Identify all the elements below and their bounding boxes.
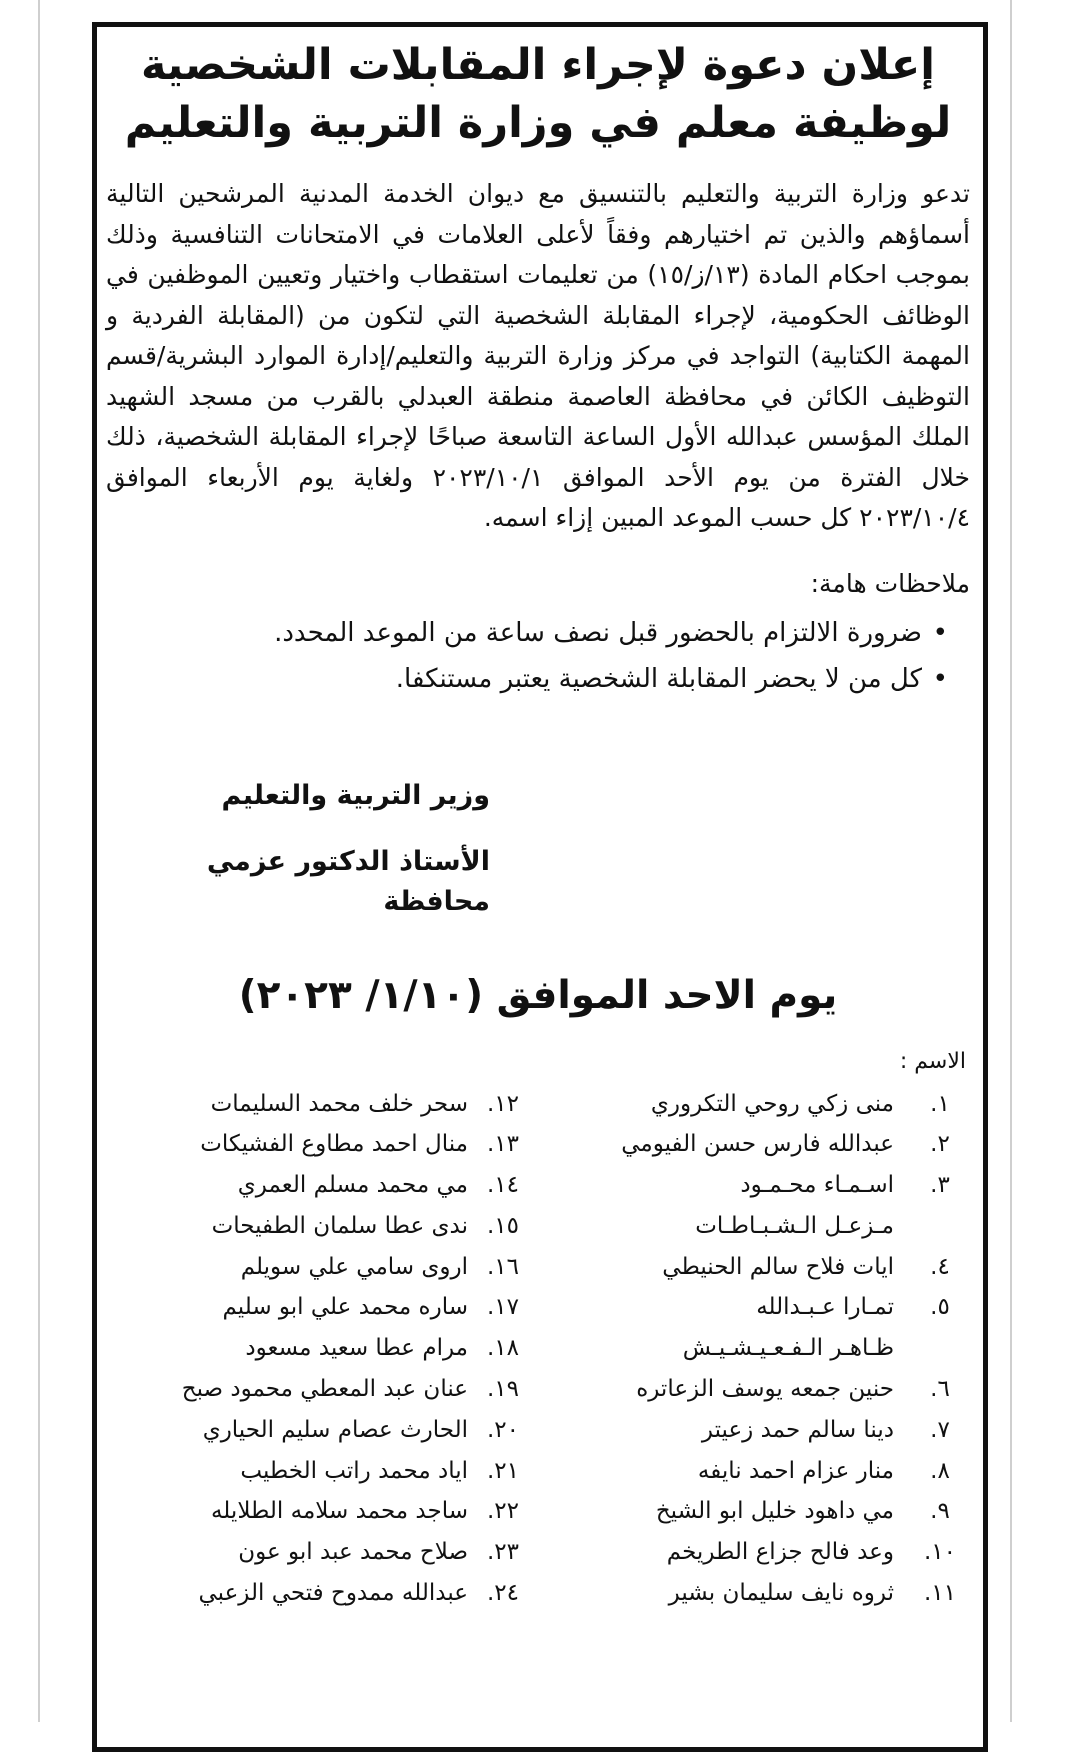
name-row	[106, 1206, 538, 1247]
notes-list	[106, 610, 970, 702]
candidate-name: مرام عطا سعيد مسعود	[245, 1335, 468, 1362]
names-column-left	[106, 1084, 538, 1614]
name-number: ٢١.	[486, 1457, 520, 1484]
name-row	[538, 1532, 970, 1573]
names-list-left	[106, 1084, 538, 1614]
candidate-name: مـزعـل الـشـبـاطـات	[695, 1212, 894, 1239]
name-row	[538, 1410, 970, 1451]
name-number: ١٠.	[923, 1539, 957, 1566]
announcement-content	[106, 36, 970, 1614]
date-heading: يوم الاحد الموافق (١/١٠/ ٢٠٢٣)	[238, 972, 838, 1018]
note-item	[106, 656, 948, 702]
names-label: الاسم :	[899, 1048, 966, 1074]
name-row	[538, 1369, 970, 1410]
bullet-icon: •	[932, 663, 948, 694]
name-row	[538, 1491, 970, 1532]
names-list-right	[538, 1084, 970, 1614]
name-number	[910, 1206, 970, 1247]
page-edge-right	[1010, 0, 1012, 1722]
candidate-name: مي داهود خليل ابو الشيخ	[655, 1498, 894, 1525]
candidate-name: ظـاهـر الـفـعـيـشـيـش	[682, 1335, 894, 1362]
name-row	[106, 1573, 538, 1614]
name-number	[910, 1328, 970, 1369]
name-row	[106, 1124, 538, 1165]
candidate-name: ثروه نايف سليمان بشير	[668, 1580, 894, 1607]
name-row	[538, 1287, 970, 1328]
candidate-name: حنين جمعه يوسف الزعاتره	[636, 1376, 894, 1403]
name-number: ١٦.	[486, 1253, 520, 1280]
name-row	[106, 1410, 538, 1451]
name-row	[538, 1206, 970, 1247]
name-row	[106, 1328, 538, 1369]
name-number: ١٨.	[486, 1335, 520, 1362]
name-number: ٥.	[930, 1294, 950, 1321]
name-number: ١٤.	[486, 1172, 520, 1199]
name-row	[106, 1084, 538, 1125]
candidate-name: منال احمد مطاوع الفشيكات	[200, 1131, 468, 1158]
name-number: ٤.	[930, 1253, 950, 1280]
candidate-name: منى زكي روحي التكروري	[650, 1090, 894, 1117]
candidate-name: اياد محمد راتب الخطيب	[240, 1457, 468, 1484]
name-number: ٢.	[930, 1131, 950, 1158]
name-row	[106, 1369, 538, 1410]
candidate-name: ندى عطا سلمان الطفيحات	[211, 1212, 468, 1239]
name-row	[106, 1491, 538, 1532]
notes-title: ملاحظات هامة:	[810, 568, 970, 598]
candidate-name: اروى سامي علي سويلم	[240, 1253, 468, 1280]
name-row	[106, 1532, 538, 1573]
candidate-name: اسـمـاء محـمـود	[740, 1172, 894, 1199]
name-number: ٣.	[930, 1172, 950, 1199]
name-row	[538, 1451, 970, 1492]
name-number: ٢٢.	[486, 1498, 520, 1525]
name-row	[538, 1247, 970, 1288]
page-edge-left	[38, 0, 40, 1722]
candidate-name: وعد فالح جزاع الطريخم	[666, 1539, 894, 1566]
candidate-name: صلاح محمد عبد ابو عون	[238, 1539, 468, 1566]
name-number: ١.	[930, 1090, 950, 1117]
candidate-name: عبدالله فارس حسن الفيومي	[621, 1131, 894, 1158]
candidate-name: الحارث عصام سليم الحياري	[202, 1416, 468, 1443]
name-row	[538, 1084, 970, 1125]
candidate-name: ايات فلاح سالم الحنيطي	[662, 1253, 894, 1280]
name-number: ١١.	[923, 1580, 957, 1607]
candidate-name: تمـارا عـبـدالله	[756, 1294, 894, 1321]
name-row	[538, 1124, 970, 1165]
name-number: ١٥.	[486, 1212, 520, 1239]
note-item	[106, 610, 948, 656]
candidate-name: سحر خلف محمد السليمات	[210, 1090, 468, 1117]
bullet-icon: •	[932, 617, 948, 648]
names-column-right	[538, 1084, 970, 1614]
signature-block	[106, 776, 970, 922]
title-line-1: إعلان دعوة لإجراء المقابلات الشخصية	[140, 40, 936, 90]
name-row	[538, 1573, 970, 1614]
signer-name: الأستاذ الدكتور عزمي محافظة	[206, 845, 490, 917]
note-text: كل من لا يحضر المقابلة الشخصية يعتبر مستنكفا.	[395, 663, 922, 694]
candidate-name: عبدالله ممدوح فتحي الزعبي	[198, 1580, 468, 1607]
candidate-name: ساره محمد علي ابو سليم	[222, 1294, 468, 1321]
name-row	[538, 1165, 970, 1206]
candidate-name: دينا سالم حمد زعيتر	[701, 1416, 894, 1443]
name-number: ٧.	[930, 1416, 950, 1443]
note-text: ضرورة الالتزام بالحضور قبل نصف ساعة من الموعد المحدد.	[274, 617, 922, 648]
candidate-name: منار عزام احمد نايفه	[697, 1457, 894, 1484]
name-number: ١٢.	[486, 1090, 520, 1117]
name-number: ١٧.	[486, 1294, 520, 1321]
name-row	[106, 1451, 538, 1492]
name-row	[106, 1247, 538, 1288]
intro-paragraph: تدعو وزارة التربية والتعليم بالتنسيق مع ديوان الخدمة المدنية المرشحين التالية أسماؤهم والذين تم اختيارهم وفقاً لأعلى العلامات في الامتحانات التنافسية وذلك بموجب احكام المادة (١٣/ز/١٥) من تعليمات استقطاب واختيار وتعيين الموظفين في الوظائف الحكومية، لإجراء المقابلة الشخصية التي لتكون من (المقابلة الفردية و المهمة الكتابية) التواجد في مركز وزارة التربية والتعليم/إدارة الموارد البشرية/قسم التوظيف الكائن في محافظة العاصمة منطقة العبدلي بالقرب من مسجد الشهيد الملك المؤسس عبدالله الأول الساعة التاسعة صباحًا لإجراء المقابلة الشخصية، ذلك خلال الفترة من يوم الأحد الموافق ٢٠٢٣/١٠/١ ولغاية يوم الأربعاء الموافق ٢٠٢٣/١٠/٤ كل حسب الموعد المبين إزاء اسمه.	[106, 179, 971, 532]
name-row	[538, 1328, 970, 1369]
name-number: ٢٤.	[486, 1580, 520, 1607]
candidate-name: عنان عبد المعطي محمود صبح	[181, 1376, 468, 1403]
name-number: ٢٠.	[486, 1416, 520, 1443]
name-row	[106, 1287, 538, 1328]
name-number: ١٣.	[486, 1131, 520, 1158]
name-number: ٦.	[930, 1376, 950, 1403]
name-row	[106, 1165, 538, 1206]
names-grid	[106, 1084, 970, 1614]
title-line-2: لوظيفة معلم في وزارة التربية والتعليم	[124, 98, 952, 148]
name-number: ٢٣.	[486, 1539, 520, 1566]
candidate-name: ساجد محمد سلامه الطلايله	[210, 1498, 468, 1525]
signer-title: وزير التربية والتعليم	[221, 779, 490, 811]
announcement-title	[106, 36, 970, 152]
candidate-name: مي محمد مسلم العمري	[237, 1172, 468, 1199]
name-number: ٨.	[930, 1457, 950, 1484]
name-number: ٩.	[930, 1498, 950, 1525]
name-number: ١٩.	[486, 1376, 520, 1403]
